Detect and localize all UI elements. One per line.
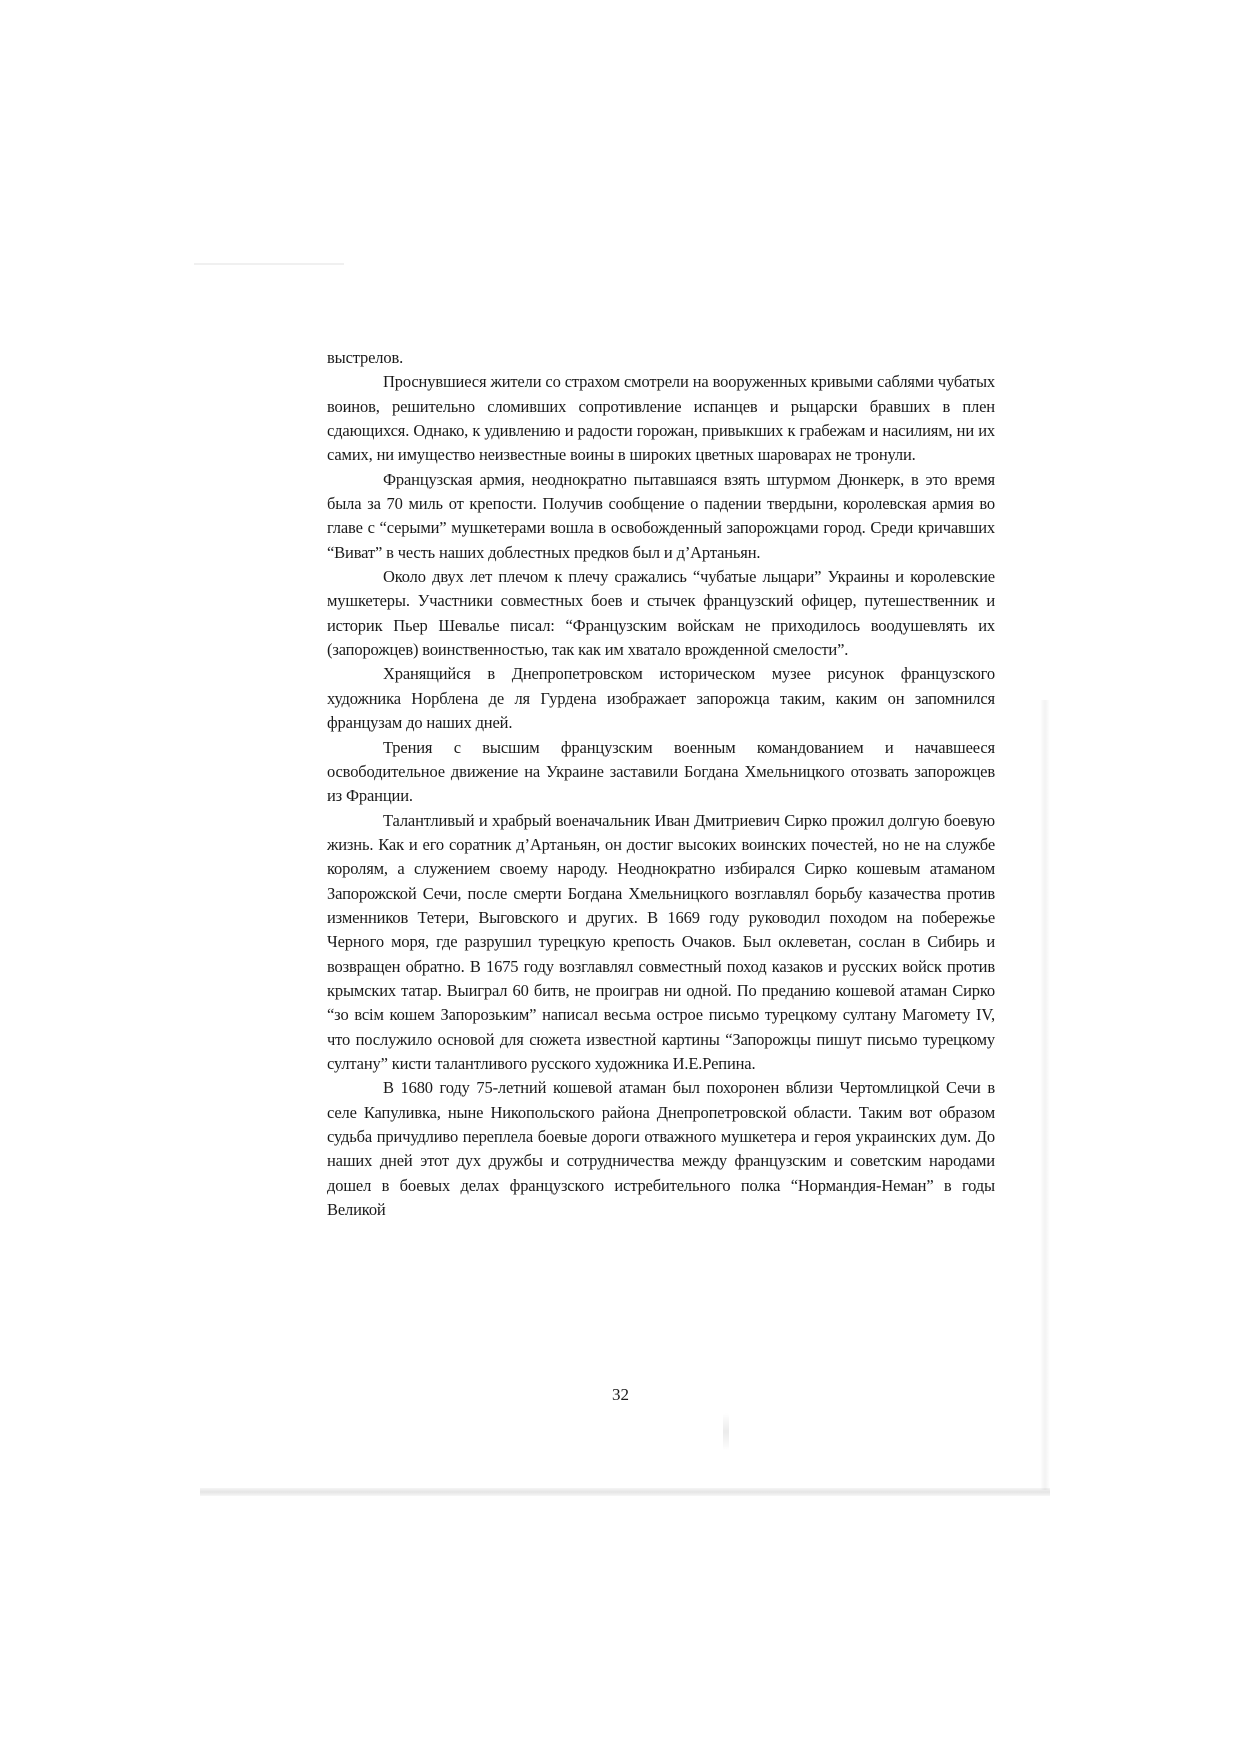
paragraph: Около двух лет плечом к плечу сражались “чубатые лыцари” Украины и королевские мушкетеры. Участники совместных боев и стычек французский офицер, путешественник и историк Пьер Шевалье писал: “Французским войскам не приходилось воодушевлять их (запорожцев) воинственностью, так как им хватало врожденной смелости”. [327,567,995,660]
page-number: 32 [612,1385,629,1404]
scan-shadow [1040,700,1050,1490]
paragraph: В 1680 году 75-летний кошевой атаман был похоронен вблизи Чертомлицкой Сечи в селе Капуливка, ныне Никопольского района Днепропетровской области. Таким вот образом судьба причудливо переплела боевые дороги отважного мушкетера и героя украинских дум. До наших дней этот дух дружбы и сотрудничества между французским и советским народами дошел в боевых делах французского истребительного полка “Нормандия-Неман” в годы Великой [327,1078,995,1220]
paragraph: Трения с высшим французским военным командованием и начавшееся освободительное движение на Украине заставили Богдана Хмельницкого отозвать запорожцев из Франции. [327,737,995,806]
body-text [327,346,995,1222]
scan-artifact [723,1413,729,1451]
paragraph: Хранящийся в Днепропетровском историческом музее рисунок французского художника Норблена де ля Гурдена изображает запорожца таким, каким он запомнился французам до наших дней. [327,664,995,733]
scan-artifact [194,263,344,265]
paragraph: Французская армия, неоднократно пытавшаяся взять штурмом Дюнкерк, в это время была за 70 миль от крепости. Получив сообщение о падении твердыни, королевская армия во главе с “серыми” мушкетерами вошла в освобожденный запорожцами город. Среди кричавших “Виват” в честь наших доблестных предков был и д’Артаньян. [327,469,995,562]
paragraph: Талантливый и храбрый военачальник Иван Дмитриевич Сирко прожил долгую боевую жизнь. Как и его соратник д’Артаньян, он достиг высоких воинских почестей, но не на службе королям, а служением своему народу. Неоднократно избирался Сирко кошевым атаманом Запорожской Сечи, после смерти Богдана Хмельницкого возглавлял борьбу казачества против изменников Тетери, Выговского и других. В 1669 году руководил походом на побережье Черного моря, где разрушил турецкую крепость Очаков. Был оклеветан, сослан в Сибирь и возвращен обратно. В 1675 году возглавлял совместный поход казаков и русских войск против крымских татар. Выиграл 60 битв, не проиграв ни одной. По преданию кошевой атаман Сирко “зо всім кошем Запорозьким” написал весьма острое письмо турецкому султану Магомету IV, что послужило основой для сюжета известной картины “Запорожцы пишут письмо турецкому султану” кисти талантливого русского художника И.Е.Репина. [327,810,995,1073]
paragraph: Проснувшиеся жители со страхом смотрели на вооруженных кривыми саблями чубатых воинов, решительно сломивших сопротивление испанцев и рыцарски бравших в плен сдающихся. Однако, к удивлению и радости горожан, привыкших к грабежам и насилиям, ни их самих, ни имущество неизвестные воины в широких цветных шароварах не тронули. [327,372,995,465]
paragraph: выстрелов. [327,348,404,367]
scan-shadow [200,1488,1050,1496]
